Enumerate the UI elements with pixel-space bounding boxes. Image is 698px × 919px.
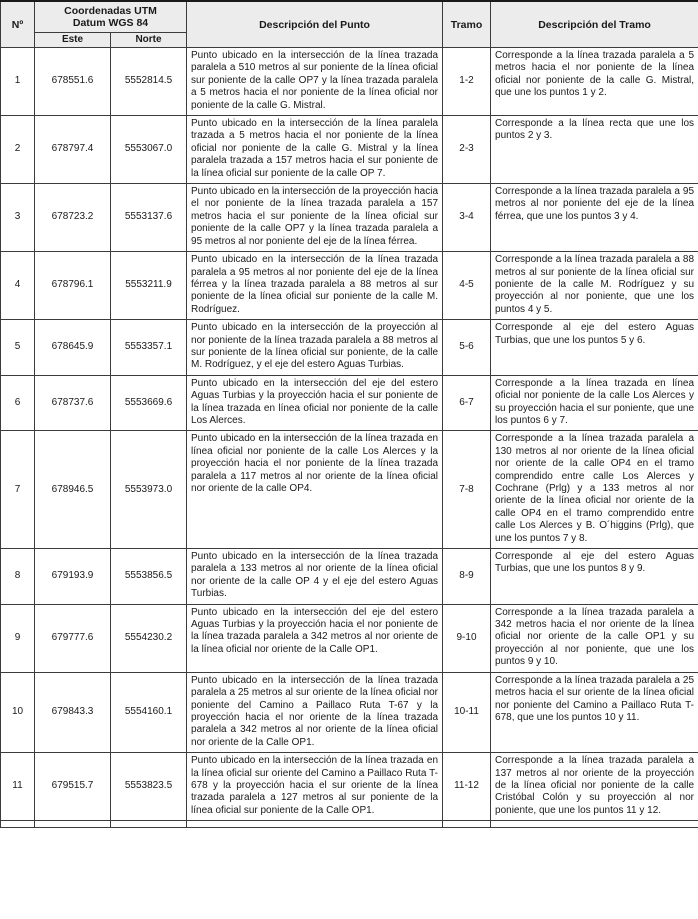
point-number: 9	[1, 604, 35, 672]
coord-este: 678737.6	[35, 375, 111, 431]
coord-norte	[111, 821, 187, 828]
coord-este: 679193.9	[35, 549, 111, 605]
coord-norte: 5553137.6	[111, 184, 187, 252]
point-description: Punto ubicado en la intersección de la línea paralela trazada a 5 metros hacia el nor poniente de la línea oficial nor poniente de la calle G. Mistral y la línea paralela trazada a 157 metros hacia el sur poniente de la línea oficial sur poniente de la calle OP 7.	[187, 116, 443, 184]
tramo-description: Corresponde al eje del estero Aguas Turbias, que une los puntos 5 y 6.	[491, 320, 698, 376]
point-number: 7	[1, 431, 35, 549]
point-number: 6	[1, 375, 35, 431]
point-number: 2	[1, 116, 35, 184]
point-number: 1	[1, 48, 35, 116]
tramo-description: Corresponde a la línea trazada paralela a 95 metros al nor poniente del eje de la línea férrea, que une los puntos 3 y 4.	[491, 184, 698, 252]
tramo-description: Corresponde a la línea trazada en línea oficial nor poniente de la calle Los Alerces y su proyección hacia el sur poniente, que une los puntos 6 y 7.	[491, 375, 698, 431]
tramo-description: Corresponde a la línea trazada paralela a 130 metros al nor oriente de la línea oficial nor oriente de la calle OP4 en el tramo comprendido entre calle Los Alerces y Cochrane (Prlg) y a 133 metros al nor oriente de la línea oficial nor oriente de la calle OP4 en el tramo comprendido entre calle Los Alerces y B. O´higgins (Prlg), que une los puntos 7 y 8.	[491, 431, 698, 549]
point-description: Punto ubicado en la intersección de la línea trazada paralela a 95 metros al nor poniente del eje de la línea férrea y la línea trazada paralela a 88 metros al sur poniente de la línea oficial sur poniente de la calle M. Rodríguez.	[187, 252, 443, 320]
header-norte: Norte	[111, 33, 187, 48]
coord-norte: 5553973.0	[111, 431, 187, 549]
coord-norte: 5553357.1	[111, 320, 187, 376]
coord-norte: 5554230.2	[111, 604, 187, 672]
coord-este: 678645.9	[35, 320, 111, 376]
table-row	[1, 431, 698, 549]
coord-norte: 5553669.6	[111, 375, 187, 431]
header-este: Este	[35, 33, 111, 48]
tramo-label: 2-3	[443, 116, 491, 184]
header-utm	[35, 1, 187, 33]
tramo-label: 5-6	[443, 320, 491, 376]
point-number: 4	[1, 252, 35, 320]
table-row	[1, 116, 698, 184]
point-description: Punto ubicado en la intersección de la línea trazada paralela a 133 metros al nor oriente de la línea oficial nor oriente de la calle OP 4 y el eje del estero Aguas Turbias.	[187, 549, 443, 605]
point-number: 10	[1, 672, 35, 752]
tramo-label: 1-2	[443, 48, 491, 116]
tramo-description: Corresponde a la línea trazada paralela a 137 metros al nor oriente de la proyección de la línea oficial nor poniente de la calle Cristóbal Colón y su proyección al nor poniente, que une los puntos 11 y 12.	[491, 753, 698, 821]
tramo-label: 9-10	[443, 604, 491, 672]
table-body	[1, 48, 698, 821]
tramo-label: 7-8	[443, 431, 491, 549]
header-desc-punto: Descripción del Punto	[187, 1, 443, 48]
table-row	[1, 753, 698, 821]
header-utm-line1: Coordenadas UTM	[64, 5, 157, 17]
coord-este: 678723.2	[35, 184, 111, 252]
table-row	[1, 604, 698, 672]
tramo-description: Corresponde al eje del estero Aguas Turbias, que une los puntos 8 y 9.	[491, 549, 698, 605]
point-description: Punto ubicado en la intersección de la línea trazada paralela a 510 metros al sur poniente de la línea oficial sur poniente de la calle OP7 y la línea trazada paralela a 5 metros hacia el nor poniente de la línea oficial nor poniente de la calle G. Mistral.	[187, 48, 443, 116]
coord-norte: 5553823.5	[111, 753, 187, 821]
point-description: Punto ubicado en la intersección de la línea trazada paralela a 25 metros al sur oriente de la línea oficial nor poniente del Camino a Paillaco Ruta T-67 y la proyección hacia el nor oriente de la línea trazada paralela a 342 metros al nor oriente de la línea oficial nor oriente de la Calle OP1.	[187, 672, 443, 752]
point-description: Punto ubicado en la intersección de la línea trazada en línea oficial nor poniente de la calle Los Alerces y la proyección hacia el nor poniente de la línea trazada paralela a 117 metros al nor oriente de la línea oficial nor oriente de la calle OP4.	[187, 431, 443, 549]
tramo-label: 3-4	[443, 184, 491, 252]
point-number: 11	[1, 753, 35, 821]
coord-este: 679777.6	[35, 604, 111, 672]
point-number: 5	[1, 320, 35, 376]
header-desc-tramo: Descripción del Tramo	[491, 1, 698, 48]
tramo-label: 11-12	[443, 753, 491, 821]
coord-norte: 5552814.5	[111, 48, 187, 116]
coord-norte: 5554160.1	[111, 672, 187, 752]
coord-este: 678797.4	[35, 116, 111, 184]
point-description: Punto ubicado en la intersección del eje del estero Aguas Turbias y la proyección hacia el nor poniente de la línea trazada paralela a 342 metros al nor oriente de la línea oficial nor oriente de la Calle OP1.	[187, 604, 443, 672]
coord-norte: 5553211.9	[111, 252, 187, 320]
point-description: Punto ubicado en la intersección de la proyección al nor poniente de la línea trazada paralela a 88 metros al sur poniente de la línea oficial sur poniente, de la calle M. Rodríguez, y el eje del estero Aguas Turbias.	[187, 320, 443, 376]
coord-este: 678946.5	[35, 431, 111, 549]
table-header	[1, 1, 698, 48]
tramo-description: Corresponde a la línea recta que une los puntos 2 y 3.	[491, 116, 698, 184]
coord-este	[35, 821, 111, 828]
point-description: Punto ubicado en la intersección del eje del estero Aguas Turbias y la proyección hacia el sur poniente de la línea trazada en línea oficial nor poniente de la calle Los Alerces.	[187, 375, 443, 431]
coord-este: 679515.7	[35, 753, 111, 821]
header-tramo: Tramo	[443, 1, 491, 48]
point-description: Punto ubicado en la intersección de la línea trazada en la línea oficial sur oriente del Camino a Paillaco Ruta T-678 y la proyección hacia el sur oriente de la línea trazada paralela a 127 metros al sur poniente de la línea oficial sur poniente de la Calle OP1.	[187, 753, 443, 821]
point-number: 8	[1, 549, 35, 605]
coord-este: 678551.6	[35, 48, 111, 116]
header-utm-line2: Datum WGS 84	[72, 17, 149, 29]
header-num: Nº	[1, 1, 35, 48]
table-row	[1, 375, 698, 431]
table-row-partial	[1, 821, 698, 828]
tramo-description: Corresponde a la línea trazada paralela a 25 metros hacia el sur oriente de la línea oficial nor poniente del Camino a Paillaco Ruta T-678, que une los puntos 10 y 11.	[491, 672, 698, 752]
tramo-label: 6-7	[443, 375, 491, 431]
coord-norte: 5553067.0	[111, 116, 187, 184]
point-description	[187, 821, 443, 828]
coord-este: 678796.1	[35, 252, 111, 320]
table-row	[1, 549, 698, 605]
table-row	[1, 672, 698, 752]
tramo-description: Corresponde a la línea trazada paralela a 5 metros hacia el nor poniente de la línea oficial nor poniente de la calle G. Mistral, que une los puntos 1 y 2.	[491, 48, 698, 116]
table-row	[1, 184, 698, 252]
tramo-label	[443, 821, 491, 828]
point-description: Punto ubicado en la intersección de la proyección hacia el nor poniente de la línea trazada paralela a 157 metros hacia el sur poniente de la línea oficial sur poniente de la calle OP7 y la línea trazada paralela a 95 metros al nor poniente del eje de la línea férrea.	[187, 184, 443, 252]
table-partial-row-container	[1, 821, 698, 828]
point-number: 3	[1, 184, 35, 252]
table-row	[1, 48, 698, 116]
tramo-description: Corresponde a la línea trazada paralela a 88 metros al sur poniente de la línea oficial sur poniente de la calle M. Rodríguez y su proyección al nor poniente, que une los puntos 4 y 5.	[491, 252, 698, 320]
tramo-description: Corresponde a la línea trazada paralela a 342 metros hacia el nor oriente de la línea oficial nor oriente de la calle OP1 y su proyección al nor poniente, que une los puntos 9 y 10.	[491, 604, 698, 672]
table-row	[1, 320, 698, 376]
coord-norte: 5553856.5	[111, 549, 187, 605]
tramo-label: 10-11	[443, 672, 491, 752]
tramo-label: 4-5	[443, 252, 491, 320]
table-row	[1, 252, 698, 320]
point-number	[1, 821, 35, 828]
tramo-description	[491, 821, 698, 828]
coord-este: 679843.3	[35, 672, 111, 752]
tramo-label: 8-9	[443, 549, 491, 605]
